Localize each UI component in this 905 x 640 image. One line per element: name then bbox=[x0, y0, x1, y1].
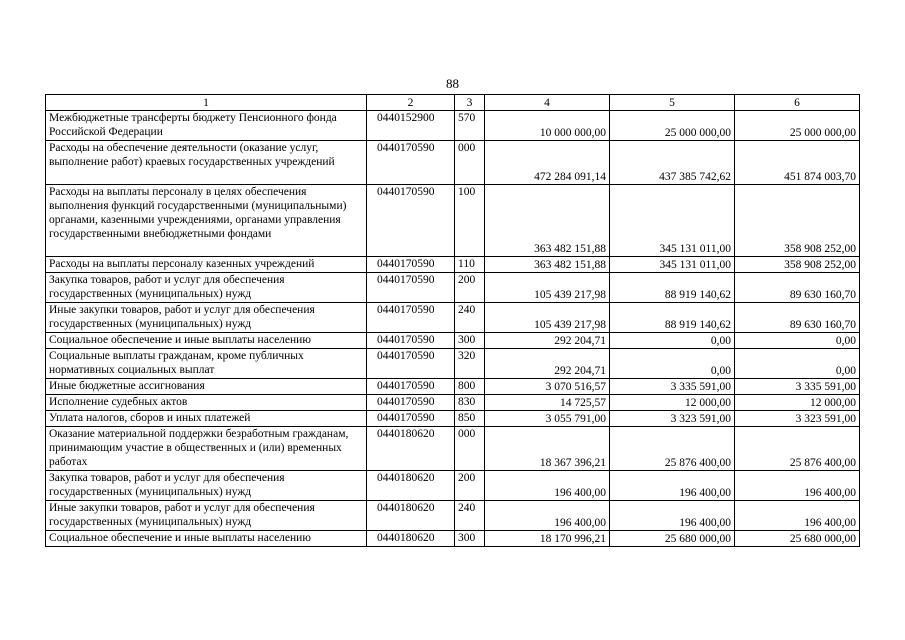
target-code-cell: 0440170590 bbox=[367, 273, 455, 303]
target-code-cell: 0440170590 bbox=[367, 379, 455, 395]
amount-col5-cell: 0,00 bbox=[610, 333, 735, 349]
amount-col4-cell: 105 439 217,98 bbox=[485, 303, 610, 333]
table-row bbox=[46, 141, 860, 185]
expense-type-cell: 110 bbox=[455, 257, 485, 273]
amount-col6-cell: 196 400,00 bbox=[735, 471, 860, 501]
amount-col6-cell: 196 400,00 bbox=[735, 501, 860, 531]
amount-col6-cell: 451 874 003,70 bbox=[735, 141, 860, 185]
target-code-cell: 0440170590 bbox=[367, 411, 455, 427]
table-row bbox=[46, 427, 860, 471]
amount-col4-cell: 363 482 151,88 bbox=[485, 257, 610, 273]
table-row bbox=[46, 379, 860, 395]
amount-col4-cell: 14 725,57 bbox=[485, 395, 610, 411]
table-header-row bbox=[46, 95, 860, 111]
amount-col6-cell: 358 908 252,00 bbox=[735, 257, 860, 273]
table-row bbox=[46, 395, 860, 411]
amount-col6-cell: 25 876 400,00 bbox=[735, 427, 860, 471]
target-code-cell: 0440170590 bbox=[367, 395, 455, 411]
amount-col6-cell: 25 000 000,00 bbox=[735, 111, 860, 141]
expense-type-cell: 800 bbox=[455, 379, 485, 395]
column-header-6: 6 bbox=[735, 95, 860, 111]
expense-type-cell: 000 bbox=[455, 141, 485, 185]
target-code-cell: 0440170590 bbox=[367, 333, 455, 349]
target-code-cell: 0440170590 bbox=[367, 303, 455, 333]
amount-col4-cell: 3 070 516,57 bbox=[485, 379, 610, 395]
amount-col4-cell: 18 367 396,21 bbox=[485, 427, 610, 471]
expense-name-cell: Расходы на выплаты персоналу в целях обеспечения выполнения функций государственными (муниципальными) органами, казенными учреждениями, органами управления государственными внебюджетными фондами bbox=[46, 185, 367, 257]
target-code-cell: 0440180620 bbox=[367, 531, 455, 547]
expense-type-cell: 200 bbox=[455, 273, 485, 303]
amount-col5-cell: 25 876 400,00 bbox=[610, 427, 735, 471]
amount-col6-cell: 0,00 bbox=[735, 333, 860, 349]
table-row bbox=[46, 411, 860, 427]
amount-col6-cell: 89 630 160,70 bbox=[735, 273, 860, 303]
amount-col5-cell: 0,00 bbox=[610, 349, 735, 379]
amount-col4-cell: 105 439 217,98 bbox=[485, 273, 610, 303]
amount-col5-cell: 437 385 742,62 bbox=[610, 141, 735, 185]
expense-name-cell: Расходы на обеспечение деятельности (оказание услуг, выполнение работ) краевых государственных учреждений bbox=[46, 141, 367, 185]
table-row bbox=[46, 185, 860, 257]
amount-col5-cell: 3 335 591,00 bbox=[610, 379, 735, 395]
table-row bbox=[46, 333, 860, 349]
table-row bbox=[46, 273, 860, 303]
target-code-cell: 0440170590 bbox=[367, 257, 455, 273]
amount-col4-cell: 472 284 091,14 bbox=[485, 141, 610, 185]
expense-name-cell: Социальное обеспечение и иные выплаты населению bbox=[46, 333, 367, 349]
target-code-cell: 0440180620 bbox=[367, 427, 455, 471]
amount-col5-cell: 345 131 011,00 bbox=[610, 257, 735, 273]
amount-col5-cell: 88 919 140,62 bbox=[610, 303, 735, 333]
expense-type-cell: 100 bbox=[455, 185, 485, 257]
amount-col4-cell: 196 400,00 bbox=[485, 471, 610, 501]
expense-type-cell: 850 bbox=[455, 411, 485, 427]
expense-type-cell: 240 bbox=[455, 303, 485, 333]
table-row bbox=[46, 349, 860, 379]
expense-name-cell: Расходы на выплаты персоналу казенных учреждений bbox=[46, 257, 367, 273]
expense-name-cell: Иные бюджетные ассигнования bbox=[46, 379, 367, 395]
amount-col5-cell: 88 919 140,62 bbox=[610, 273, 735, 303]
table-row bbox=[46, 531, 860, 547]
expense-type-cell: 830 bbox=[455, 395, 485, 411]
table-row bbox=[46, 471, 860, 501]
amount-col4-cell: 3 055 791,00 bbox=[485, 411, 610, 427]
column-header-3: 3 bbox=[455, 95, 485, 111]
expense-name-cell: Закупка товаров, работ и услуг для обеспечения государственных (муниципальных) нужд bbox=[46, 273, 367, 303]
amount-col4-cell: 18 170 996,21 bbox=[485, 531, 610, 547]
expense-type-cell: 300 bbox=[455, 333, 485, 349]
expense-name-cell: Социальные выплаты гражданам, кроме публичных нормативных социальных выплат bbox=[46, 349, 367, 379]
amount-col5-cell: 12 000,00 bbox=[610, 395, 735, 411]
target-code-cell: 0440180620 bbox=[367, 501, 455, 531]
amount-col5-cell: 345 131 011,00 bbox=[610, 185, 735, 257]
amount-col5-cell: 196 400,00 bbox=[610, 471, 735, 501]
target-code-cell: 0440180620 bbox=[367, 471, 455, 501]
page-number: 88 bbox=[446, 76, 459, 91]
amount-col6-cell: 12 000,00 bbox=[735, 395, 860, 411]
amount-col6-cell: 3 323 591,00 bbox=[735, 411, 860, 427]
amount-col4-cell: 10 000 000,00 bbox=[485, 111, 610, 141]
expense-name-cell: Уплата налогов, сборов и иных платежей bbox=[46, 411, 367, 427]
expense-name-cell: Оказание материальной поддержки безработным гражданам, принимающим участие в общественных и (или) временных работах bbox=[46, 427, 367, 471]
amount-col4-cell: 292 204,71 bbox=[485, 349, 610, 379]
column-header-5: 5 bbox=[610, 95, 735, 111]
amount-col5-cell: 25 680 000,00 bbox=[610, 531, 735, 547]
amount-col6-cell: 0,00 bbox=[735, 349, 860, 379]
amount-col4-cell: 363 482 151,88 bbox=[485, 185, 610, 257]
amount-col5-cell: 25 000 000,00 bbox=[610, 111, 735, 141]
expense-name-cell: Социальное обеспечение и иные выплаты населению bbox=[46, 531, 367, 547]
target-code-cell: 0440170590 bbox=[367, 141, 455, 185]
amount-col6-cell: 89 630 160,70 bbox=[735, 303, 860, 333]
column-header-2: 2 bbox=[367, 95, 455, 111]
expense-type-cell: 570 bbox=[455, 111, 485, 141]
amount-col4-cell: 292 204,71 bbox=[485, 333, 610, 349]
amount-col5-cell: 3 323 591,00 bbox=[610, 411, 735, 427]
target-code-cell: 0440152900 bbox=[367, 111, 455, 141]
expense-name-cell: Межбюджетные трансферты бюджету Пенсионного фонда Российской Федерации bbox=[46, 111, 367, 141]
table-row bbox=[46, 257, 860, 273]
expense-name-cell: Иные закупки товаров, работ и услуг для обеспечения государственных (муниципальных) нужд bbox=[46, 303, 367, 333]
amount-col5-cell: 196 400,00 bbox=[610, 501, 735, 531]
target-code-cell: 0440170590 bbox=[367, 185, 455, 257]
amount-col6-cell: 25 680 000,00 bbox=[735, 531, 860, 547]
budget-table-body bbox=[46, 95, 860, 547]
table-row bbox=[46, 303, 860, 333]
amount-col6-cell: 3 335 591,00 bbox=[735, 379, 860, 395]
expense-name-cell: Закупка товаров, работ и услуг для обеспечения государственных (муниципальных) нужд bbox=[46, 471, 367, 501]
column-header-1: 1 bbox=[46, 95, 367, 111]
expense-name-cell: Исполнение судебных актов bbox=[46, 395, 367, 411]
column-header-4: 4 bbox=[485, 95, 610, 111]
expense-name-cell: Иные закупки товаров, работ и услуг для обеспечения государственных (муниципальных) нужд bbox=[46, 501, 367, 531]
amount-col4-cell: 196 400,00 bbox=[485, 501, 610, 531]
expense-type-cell: 320 bbox=[455, 349, 485, 379]
budget-table bbox=[45, 94, 860, 547]
amount-col6-cell: 358 908 252,00 bbox=[735, 185, 860, 257]
target-code-cell: 0440170590 bbox=[367, 349, 455, 379]
table-row bbox=[46, 111, 860, 141]
expense-type-cell: 240 bbox=[455, 501, 485, 531]
expense-type-cell: 000 bbox=[455, 427, 485, 471]
table-row bbox=[46, 501, 860, 531]
expense-type-cell: 300 bbox=[455, 531, 485, 547]
expense-type-cell: 200 bbox=[455, 471, 485, 501]
